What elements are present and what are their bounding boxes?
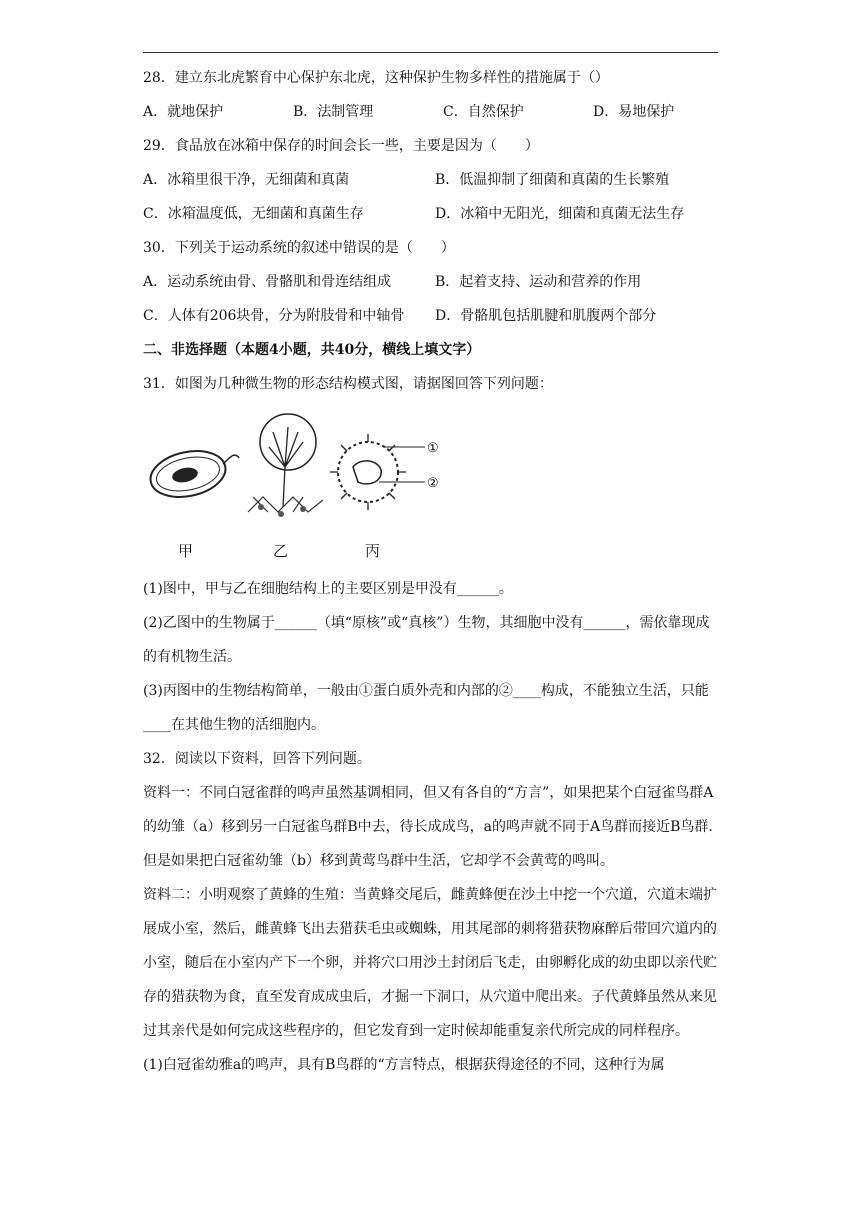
material-1: 资料一：不同白冠雀群的鸣声虽然基调相同，但又有各自的“方言”，如果把某个白冠雀鸟群A的幼雏（a）移到另一白冠雀鸟群B中去，待长成成鸟，a的鸣声就不同于A鸟群而接近B鸟群.但是如果把白冠雀幼雏（b）移到黄莺鸟群中生活，它却学不会黄莺的鸣叫。 (143, 785, 714, 869)
option-c: C．冰箱温度低，无细菌和真菌生存 (143, 206, 364, 222)
header-rule (143, 52, 718, 53)
question-29-stem: 29．食品放在冰箱中保存的时间会长一些，主要是因为（ ） (143, 138, 539, 154)
option-b: B．起着支持、运动和营养的作用 (435, 274, 642, 290)
material-2: 资料二：小明观察了黄蜂的生殖：当黄蜂交尾后，雌黄蜂便在沙土中挖一个穴道，穴道末端扩展成小室，然后，雌黄蜂飞出去猎获毛虫或蜘蛛，用其尾部的刺将猎获物麻醉后带回穴道内的小室，随后在小室内产下一个卵，并将穴口用沙土封闭后飞走，由卵孵化成的幼虫即以亲代贮存的猎获物为食，直至发育成成虫后，才掘一下洞口，从穴道中爬出来。子代黄蜂虽然从来见过其亲代是如何完成这些程序的，但它发育到一定时候却能重复亲代所完成的同样程序。 (143, 887, 717, 1039)
option-d: D．易地保护 (593, 104, 675, 120)
label-bing: 丙 (365, 542, 381, 560)
option-d: D．骨骼肌包括肌腱和肌腹两个部分 (435, 308, 657, 324)
question-28-options (143, 102, 718, 136)
question-31-part-2: (2)乙图中的生物属于______（填“原核”或“真核”）生物，其细胞中没有______，需依靠现成的有机物生活。 (143, 615, 710, 665)
option-b: B．低温抑制了细菌和真菌的生长繁殖 (435, 172, 670, 188)
option-c: C．人体有206块骨，分为附肢骨和中轴骨 (143, 308, 405, 324)
question-30-stem: 30．下列关于运动系统的叙述中错误的是（ ） (143, 240, 455, 256)
question-31-part-3: (3)丙图中的生物结构简单，一般由①蛋白质外壳和内部的②____构成，不能独立生活，只能____在其他生物的活细胞内。 (143, 683, 709, 733)
option-a: A．运动系统由骨、骨骼肌和骨连结组成 (143, 274, 392, 290)
bacterium-drawing (146, 445, 239, 504)
question-32-part-1: (1)白冠雀幼雅a的鸣声，具有B鸟群的“方言特点，根据获得途径的不同，这种行为属 (143, 1057, 665, 1073)
question-28-stem: 28．建立东北虎繁育中心保护东北虎，这种保护生物多样性的措施属于（） (143, 70, 609, 86)
question-32-stem: 32．阅读以下资料，回答下列问题。 (143, 751, 371, 767)
section-heading: 二、非选择题（本题4小题，共40分，横线上填文字） (143, 342, 481, 358)
option-c: C．自然保护 (443, 104, 524, 120)
marker-1: ① (427, 441, 439, 456)
question-31-stem: 31．如图为几种微生物的形态结构模式图，请据图回答下列问题： (143, 376, 553, 392)
option-b: B．法制管理 (293, 104, 374, 120)
question-29-options-row1 (143, 170, 718, 204)
question-30-options-row1 (143, 272, 718, 306)
marker-2: ② (427, 476, 439, 491)
option-a: A．就地保护 (143, 104, 224, 120)
microorganism-diagram (143, 412, 463, 537)
question-31-part-1: (1)图中，甲与乙在细胞结构上的主要区别是甲没有______。 (143, 581, 513, 597)
question-30-options-row2 (143, 306, 718, 340)
mold-drawing (248, 414, 323, 517)
label-jia: 甲 (178, 542, 194, 560)
option-a: A．冰箱里很干净，无细菌和真菌 (143, 172, 350, 188)
option-d: D．冰箱中无阳光，细菌和真菌无法生存 (435, 206, 685, 222)
label-yi: 乙 (273, 542, 289, 560)
question-29-options-row2 (143, 204, 718, 238)
microorganism-figure (143, 412, 718, 572)
virus-drawing (330, 434, 425, 510)
exam-page (143, 68, 718, 1082)
